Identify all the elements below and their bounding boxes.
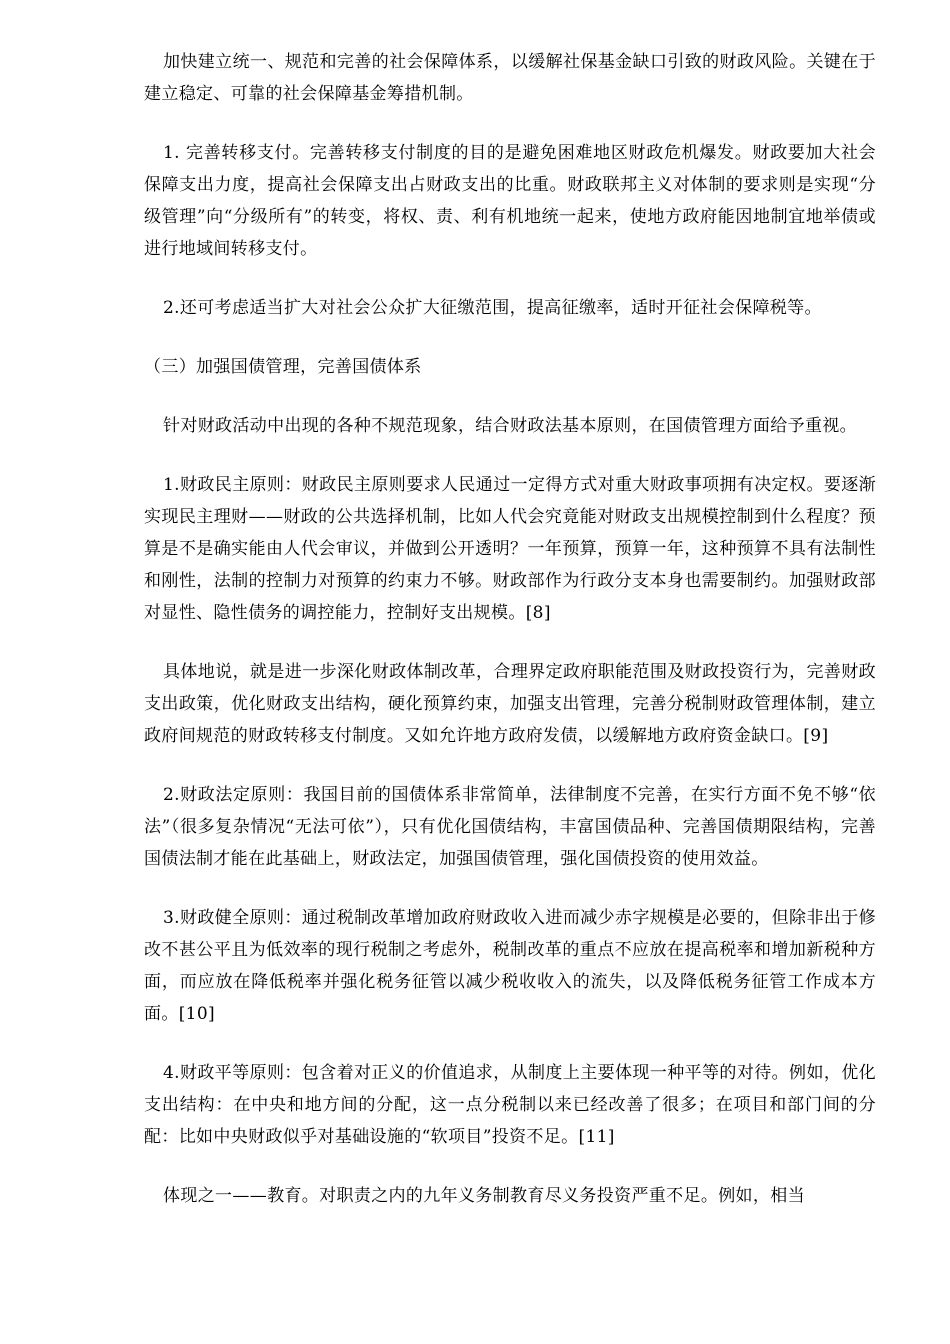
section-heading-national-debt: （三）加强国债管理，完善国债体系 [144,357,422,377]
paragraph-expand-collection: 2.还可考虑适当扩大对社会公众扩大征缴范围，提高征缴率，适时开征社会保障税等。 [163,298,822,318]
document-page [144,46,876,1212]
paragraph-fiscal-democracy: 1.财政民主原则：财政民主原则要求人民通过一定得方式对重大财政事项拥有决定权。要逐渐实现民主理财——财政的公共选择机制，比如人代会究竟能对财政支出规模控制到什么程度？预算是不是确实能由人代会审议，并做到公开透明？一年预算，预算一年，这种预算不具有法制性和刚性，法制的控制力对预算的约束力不够。财政部作为行政分支本身也需要制约。加强财政部对显性、隐性债务的调控能力，控制好支出规模。[8] [144,475,876,623]
paragraph-transfer-payment: 1. 完善转移支付。完善转移支付制度的目的是避免困难地区财政危机爆发。财政要加大社会保障支出力度，提高社会保障支出占财政支出的比重。财政联邦主义对体制的要求则是实现“分级管理”向“分级所有”的转变，将权、责、利有机地统一起来，使地方政府能因地制宜地举债或进行地域间转移支付。 [144,143,876,259]
paragraph-fiscal-legality: 2.财政法定原则：我国目前的国债体系非常简单，法律制度不完善，在实行方面不免不够“依法”（很多复杂情况“无法可依”），只有优化国债结构，丰富国债品种、完善国债期限结构，完善国债法制才能在此基础上，财政法定，加强国债管理，强化国债投资的使用效益。 [144,785,876,869]
paragraph-education: 体现之一——教育。对职责之内的九年义务制教育尽义务投资严重不足。例如，相当 [163,1186,805,1206]
paragraph-fiscal-soundness: 3.财政健全原则：通过税制改革增加政府财政收入进而减少赤字规模是必要的，但除非出于修改不甚公平且为低效率的现行税制之考虑外，税制改革的重点不应放在提高税率和增加新税种方面，而应放在降低税率并强化税务征管以减少税收收入的流失，以及降低税务征管工作成本方面。[10] [144,908,876,1024]
paragraph-debt-intro: 针对财政活动中出现的各种不规范现象，结合财政法基本原则，在国债管理方面给予重视。 [163,416,857,436]
paragraph-social-security: 加快建立统一、规范和完善的社会保障体系，以缓解社保基金缺口引致的财政风险。关键在于建立稳定、可靠的社会保障基金筹措机制。 [144,52,876,104]
paragraph-specifically: 具体地说，就是进一步深化财政体制改革，合理界定政府职能范围及财政投资行为，完善财政支出政策，优化财政支出结构，硬化预算约束，加强支出管理，完善分税制财政管理体制，建立政府间规范的财政转移支付制度。又如允许地方政府发债，以缓解地方政府资金缺口。[9] [144,662,876,746]
paragraph-fiscal-equality: 4.财政平等原则：包含着对正义的价值追求，从制度上主要体现一种平等的对待。例如，优化支出结构：在中央和地方间的分配，这一点分税制以来已经改善了很多；在项目和部门间的分配：比如中央财政似乎对基础设施的“软项目”投资不足。[11] [144,1063,876,1147]
